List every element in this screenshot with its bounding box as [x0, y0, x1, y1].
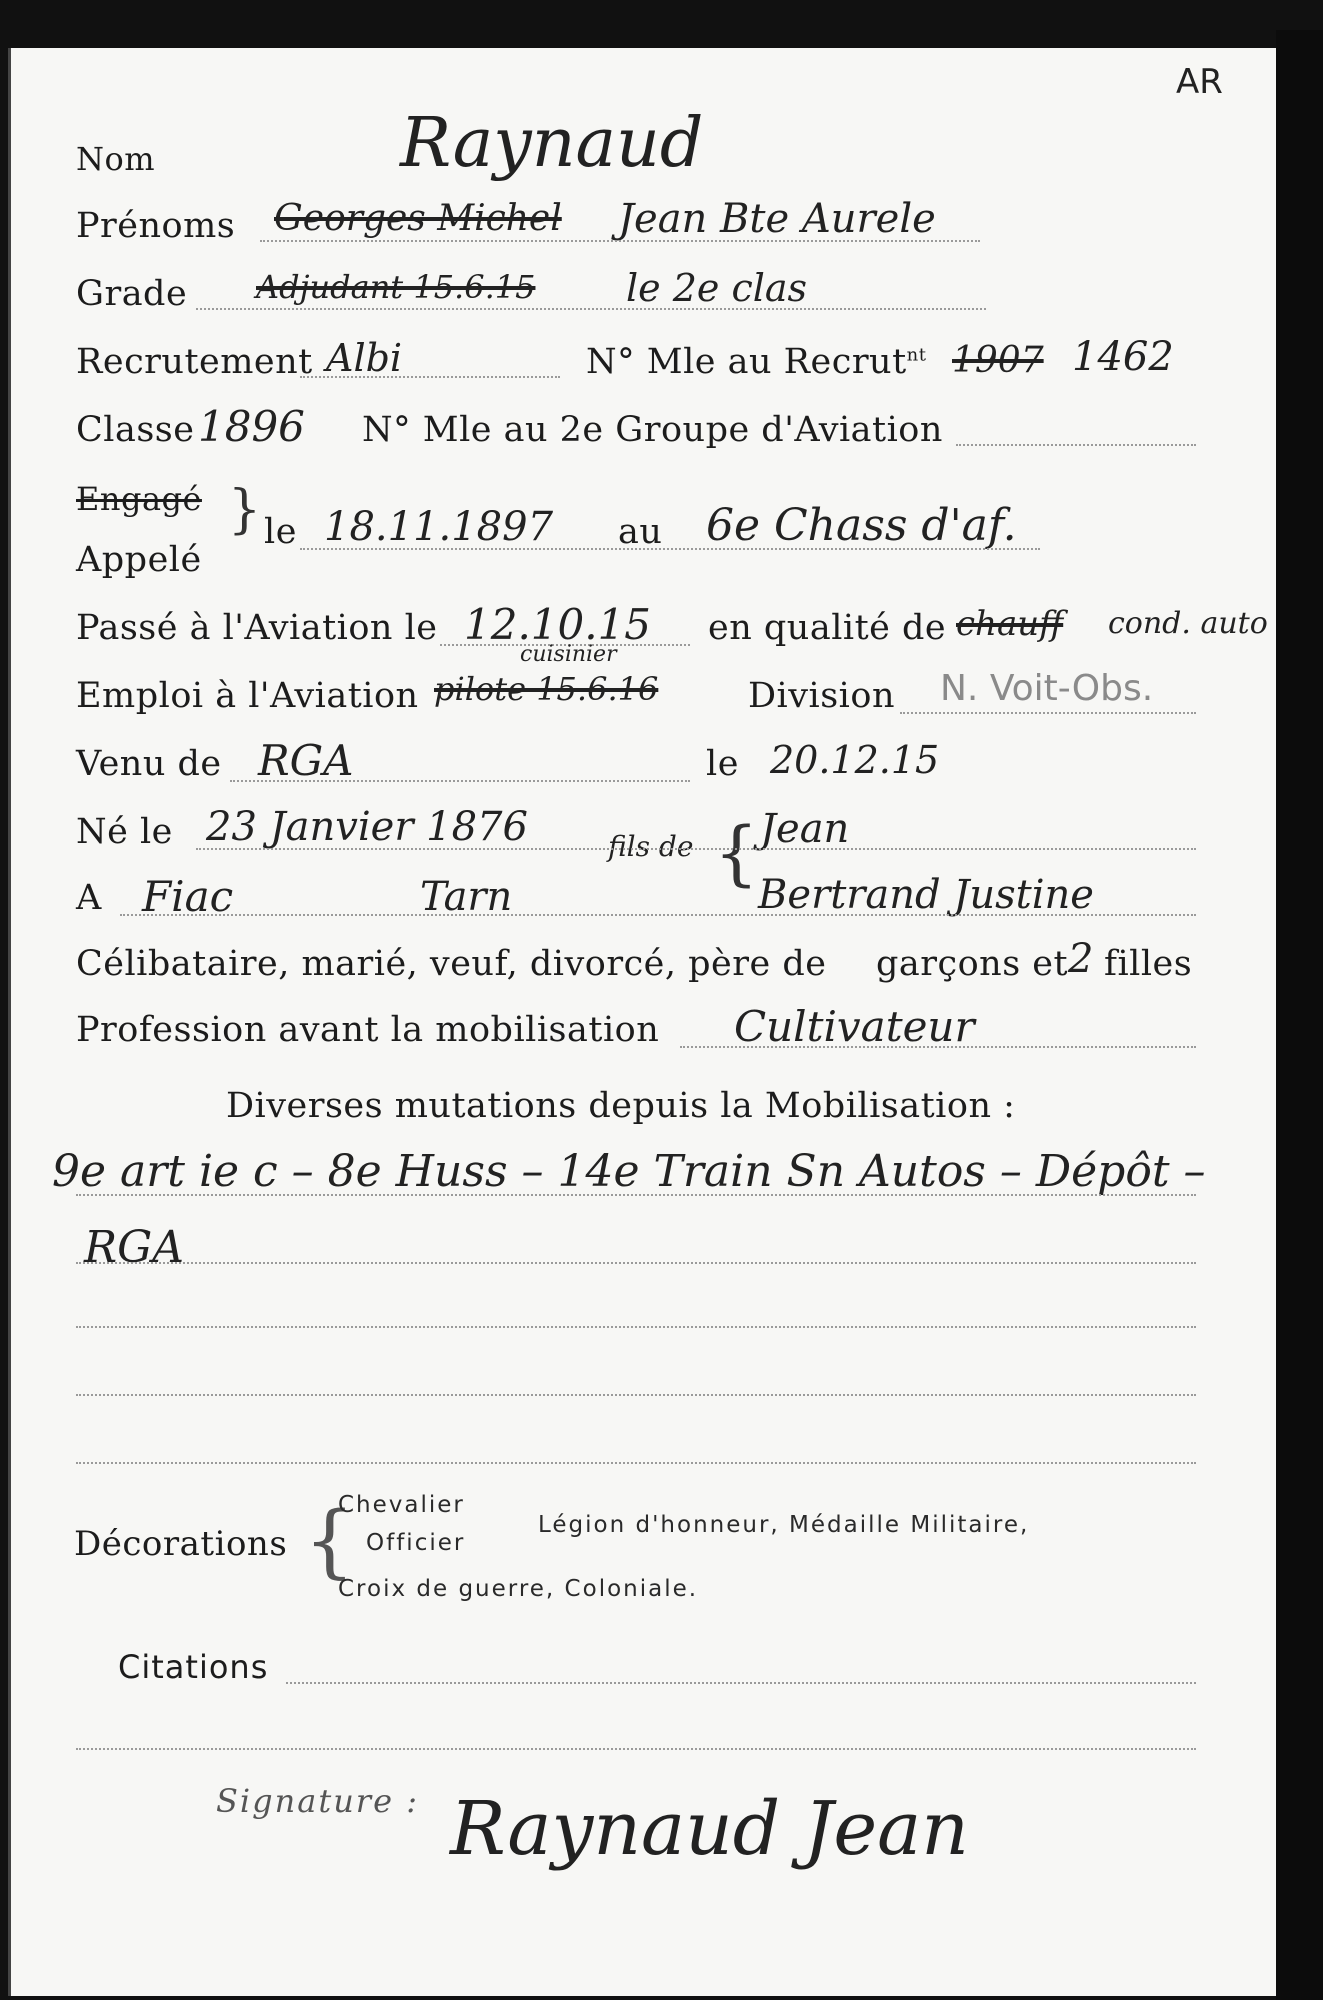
label-appele-le: le: [264, 512, 297, 552]
dots-citations: [286, 1682, 1196, 1684]
label-qualite: en qualité de: [708, 608, 947, 648]
value-mutations-1: 9e art ie c – 8e Huss – 14e Train Sn Autos – Dépôt –: [52, 1146, 1206, 1197]
value-grade: le 2e clas: [626, 266, 808, 310]
brace-engage-appele: }: [228, 480, 262, 540]
label-a: A: [76, 878, 102, 918]
label-division: Division: [748, 676, 895, 716]
dots-appele: [300, 548, 1040, 550]
value-emploi-struck: pilote 15.6.16: [434, 670, 659, 708]
label-chevalier: Chevalier: [338, 1492, 465, 1518]
value-mere: Bertrand Justine: [758, 872, 1094, 918]
label-ne-le: Né le: [76, 812, 173, 852]
value-departement: Tarn: [420, 874, 513, 920]
value-nom: Raynaud: [400, 104, 704, 183]
label-appele: Appelé: [76, 540, 202, 580]
dots-venu: [230, 780, 690, 782]
value-qualite: cond. auto: [1108, 606, 1268, 641]
label-profession: Profession avant la mobilisation: [76, 1010, 660, 1050]
dots-mutations-1: [76, 1194, 1196, 1196]
label-legion: Légion d'honneur, Médaille Militaire,: [538, 1512, 1030, 1538]
value-passe-date: 12.10.15: [464, 600, 652, 649]
value-prenoms: Jean Bte Aurele: [618, 196, 936, 242]
value-venu-date: 20.12.15: [770, 738, 940, 782]
value-prenoms-struck: Georges Michel: [274, 198, 562, 239]
value-appele-unit: 6e Chass d'af.: [706, 500, 1017, 551]
value-recrutement: Albi: [326, 336, 403, 380]
dots-recrutement: [300, 376, 560, 378]
dots-mutations-5: [76, 1462, 1196, 1464]
dots-grade: [196, 308, 986, 310]
label-nom: Nom: [76, 140, 156, 178]
label-decorations: Décorations: [74, 1524, 288, 1564]
value-qualite-struck: chauff: [956, 604, 1064, 644]
label-officier: Officier: [366, 1530, 466, 1556]
label-passe: Passé à l'Aviation le: [76, 608, 438, 648]
value-classe: 1896: [198, 402, 305, 451]
label-emploi: Emploi à l'Aviation: [76, 676, 419, 716]
label-no-recrut-text: N° Mle au Recrut: [586, 342, 907, 382]
label-no-recrut-sup: nt: [906, 344, 927, 366]
label-engage: Engagé: [76, 480, 202, 518]
value-grade-struck: Adjudant 15.6.15: [256, 268, 536, 306]
dots-profession: [680, 1046, 1196, 1048]
brace-parents: {: [714, 812, 759, 894]
value-appele-date: 18.11.1897: [324, 504, 554, 550]
dots-division: [900, 712, 1196, 714]
dots-a: [120, 914, 1196, 916]
value-no-recrut-struck: 1907: [952, 340, 1044, 381]
dots-mutations-4: [76, 1394, 1196, 1396]
label-no-groupe: N° Mle au 2e Groupe d'Aviation: [362, 410, 943, 450]
value-division: N. Voit-Obs.: [940, 668, 1154, 709]
label-filles: filles: [1104, 944, 1193, 984]
dots-ne-le: [196, 848, 1196, 850]
label-grade: Grade: [76, 274, 188, 314]
value-no-recrut: 1462: [1072, 334, 1174, 380]
label-classe: Classe: [76, 410, 195, 450]
label-appele-au: au: [618, 512, 663, 552]
label-citations: Citations: [118, 1648, 269, 1686]
dots-prenoms: [260, 240, 980, 242]
dots-citations-2: [76, 1748, 1196, 1750]
label-venu-de: Venu de: [76, 744, 222, 784]
label-no-recrut: [586, 342, 927, 382]
label-croix: Croix de guerre, Coloniale.: [338, 1576, 699, 1602]
heading-mutations: Diverses mutations depuis la Mobilisation :: [226, 1086, 1016, 1126]
corner-mark: AR: [1176, 62, 1223, 102]
value-pere: Jean: [760, 806, 850, 852]
value-profession: Cultivateur: [734, 1002, 975, 1051]
dots-mutations-3: [76, 1326, 1196, 1328]
label-situation: Célibataire, marié, veuf, divorcé, père de: [76, 944, 827, 984]
value-mutations-2: RGA: [84, 1222, 185, 1273]
value-signature: Raynaud Jean: [450, 1786, 969, 1872]
brace-decorations: {: [304, 1494, 355, 1587]
value-venu-de: RGA: [258, 736, 354, 785]
dots-mutations-2: [76, 1262, 1196, 1264]
value-fils-de: fils de: [608, 830, 694, 863]
value-emploi-above: cuisinier: [520, 642, 617, 667]
label-garcons: garçons et: [876, 944, 1069, 984]
label-prenoms: Prénoms: [76, 206, 236, 246]
label-venu-le: le: [706, 744, 739, 784]
label-signature: Signature :: [216, 1782, 419, 1820]
value-lieu: Fiac: [142, 872, 234, 921]
value-filles-count: 2: [1068, 936, 1094, 982]
dots-classe: [956, 444, 1196, 446]
value-ne-le: 23 Janvier 1876: [206, 804, 528, 850]
scan-edge: [1276, 30, 1323, 2000]
label-recrutement: Recrutement: [76, 342, 313, 382]
